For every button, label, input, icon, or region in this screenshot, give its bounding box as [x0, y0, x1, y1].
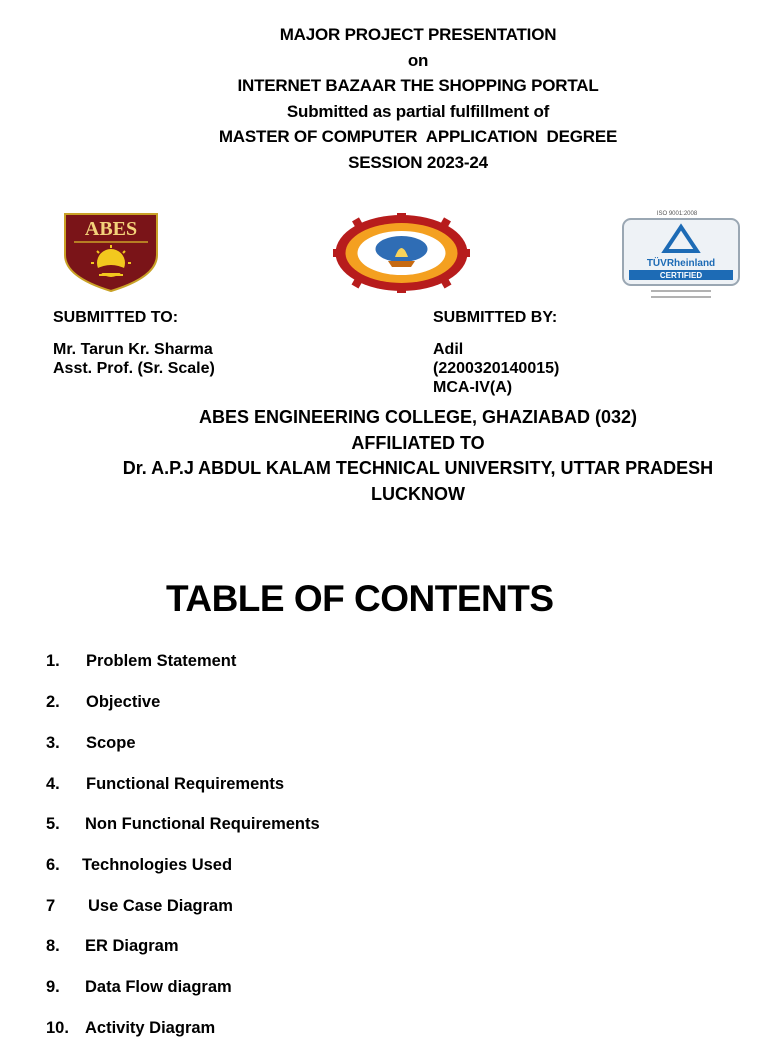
toc-item — [46, 978, 232, 997]
student-roll-number: (2200320140015) — [433, 360, 560, 377]
header-line-degree: MASTER OF COMPUTER APPLICATION DEGREE — [218, 127, 618, 147]
header-line-title: MAJOR PROJECT PRESENTATION — [279, 25, 557, 44]
toc-item — [46, 693, 160, 712]
toc-item-number: 4. — [46, 775, 60, 793]
toc-item — [46, 734, 136, 753]
student-name: Adil — [433, 341, 464, 358]
toc-item-number: 8. — [46, 937, 60, 955]
toc-item-text: ER Diagram — [85, 937, 179, 955]
college-name: ABES ENGINEERING COLLEGE, GHAZIABAD (032) — [198, 407, 638, 427]
supervisor-name: Mr. Tarun Kr. Sharma — [53, 341, 213, 358]
toc-item — [46, 652, 236, 671]
supervisor-designation: Asst. Prof. (Sr. Scale) — [53, 360, 215, 377]
college-affiliated-to: AFFILIATED TO — [351, 432, 485, 453]
submitted-to-details — [53, 340, 215, 378]
tuv-brand-text: TÜVRheinland — [646, 258, 716, 269]
tuv-certified-text: CERTIFIED — [659, 271, 703, 280]
toc-item — [46, 937, 179, 956]
tuv-iso-text: ISO 9001:2008 — [656, 211, 698, 217]
header-line-on: on — [407, 50, 429, 70]
toc-item-text: Functional Requirements — [86, 775, 285, 793]
header-line-submitted: Submitted as partial fulfillment of — [286, 101, 550, 121]
college-info — [0, 405, 768, 507]
toc-item — [46, 856, 232, 875]
toc-item-number: 1. — [46, 652, 60, 670]
toc-item-number: 7 — [46, 897, 56, 915]
toc-item-text: Non Functional Requirements — [85, 815, 320, 833]
toc-item — [46, 775, 284, 794]
abes-logo-text: ABES — [84, 218, 138, 240]
toc-item — [46, 1019, 215, 1038]
toc-item-text: Technologies Used — [82, 856, 233, 874]
toc-item — [46, 815, 320, 834]
header-line-project: INTERNET BAZAAR THE SHOPPING PORTAL — [237, 76, 599, 96]
submitted-by-label: SUBMITTED BY: — [433, 309, 558, 326]
toc-item-number: 2. — [46, 693, 60, 711]
toc-item-text: Use Case Diagram — [88, 897, 233, 915]
toc-item-text: Activity Diagram — [85, 1019, 216, 1037]
toc-item-text: Problem Statement — [86, 652, 237, 670]
toc-item-number: 6. — [46, 856, 60, 874]
toc-item-number: 10. — [46, 1019, 69, 1037]
tuv-certified-logo — [619, 207, 743, 303]
submitted-to-label: SUBMITTED TO: — [53, 309, 179, 326]
toc-title: TABLE OF CONTENTS — [166, 578, 554, 619]
toc-item-text: Objective — [86, 693, 161, 711]
abes-logo — [62, 211, 160, 293]
header-line-session: SESSION 2023-24 — [348, 152, 488, 172]
toc-item-number: 3. — [46, 734, 60, 752]
university-name: Dr. A.P.J ABDUL KALAM TECHNICAL UNIVERSITY, UTTAR PRADESH — [122, 458, 714, 479]
university-city: LUCKNOW — [371, 483, 465, 504]
submitted-by-details — [433, 340, 559, 397]
toc-item — [46, 897, 233, 916]
toc-item-text: Data Flow diagram — [85, 978, 232, 996]
aktu-logo — [333, 213, 470, 293]
toc-item-number: 5. — [46, 815, 60, 833]
toc-item-number: 9. — [46, 978, 60, 996]
presentation-header — [0, 22, 768, 176]
toc-item-text: Scope — [86, 734, 136, 752]
student-section: MCA-IV(A) — [433, 379, 513, 396]
